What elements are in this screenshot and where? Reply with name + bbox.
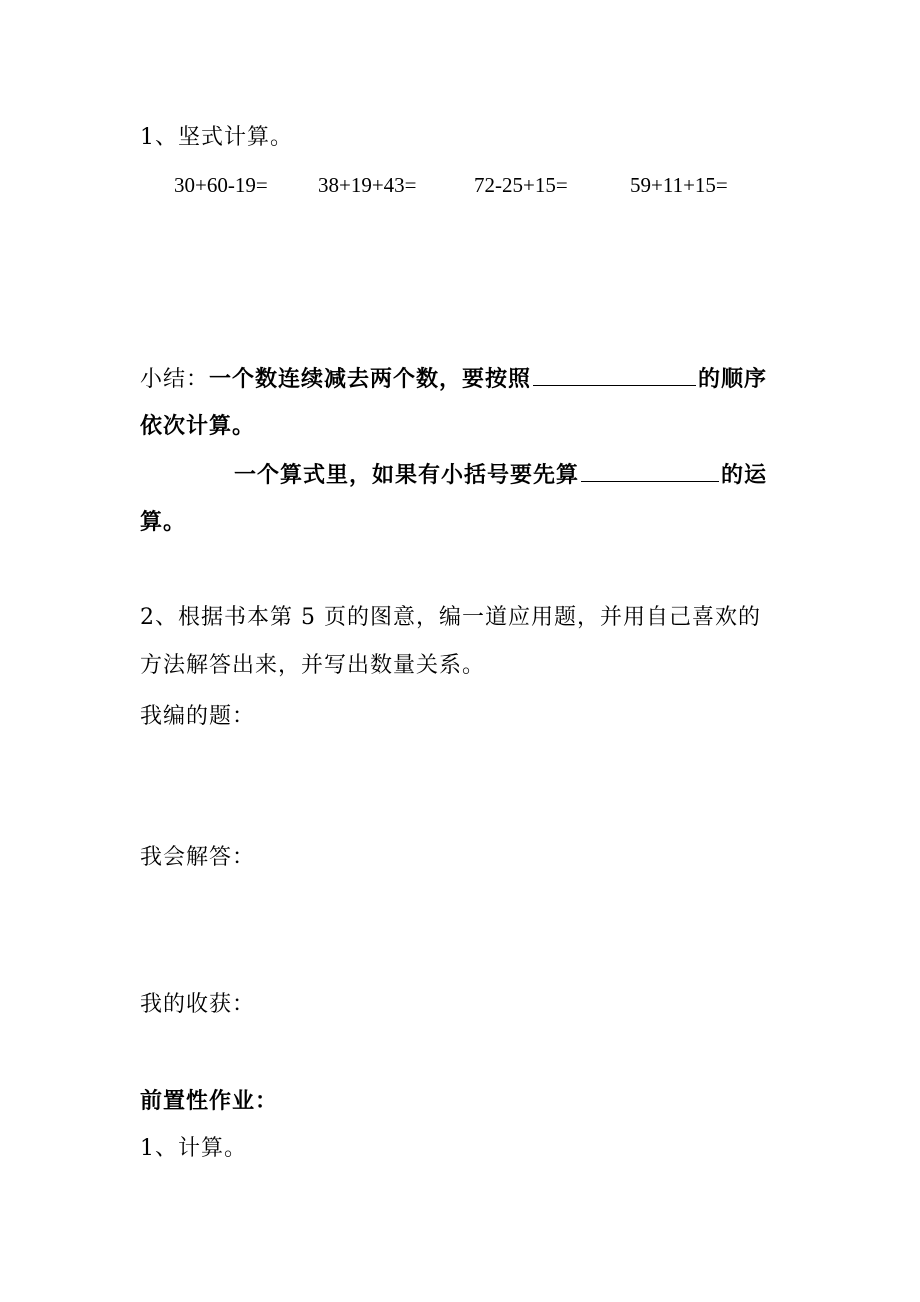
section2-line2: 方法解答出来，并写出数量关系。	[140, 653, 486, 678]
my-gain-label: 我的收获：	[140, 992, 256, 1017]
section2-line1: 2、根据书本第 5 页的图意，编一道应用题，并用自己喜欢的	[140, 605, 761, 630]
preview-heading: 前置性作业：	[140, 1088, 279, 1114]
my-answer-label: 我会解答：	[140, 845, 256, 870]
section1-title: 1、坚式计算。	[140, 125, 293, 150]
summary-rule1	[140, 363, 767, 395]
summary-rule1-text: 一个数连续减去两个数，要按照	[209, 366, 532, 392]
summary-rule1-continuation: 依次计算。	[140, 413, 256, 439]
summary-rule2	[234, 459, 767, 490]
expression-3: 72-25+15=	[474, 173, 568, 197]
expression-2: 38+19+43=	[318, 173, 417, 197]
expression-1: 30+60-19=	[174, 173, 268, 197]
summary-label: 小结：	[140, 367, 210, 392]
preview-item-1: 1、计算。	[140, 1136, 247, 1161]
summary-rule1-tail: 的顺序	[698, 366, 768, 392]
summary-rule2-continuation: 算。	[140, 509, 187, 535]
fill-blank-1[interactable]	[533, 363, 696, 386]
summary-rule2-tail: 的运	[721, 462, 768, 488]
expression-4: 59+11+15=	[630, 173, 728, 197]
fill-blank-2[interactable]	[581, 459, 719, 482]
summary-rule2-text: 一个算式里，如果有小括号要先算	[234, 462, 580, 488]
my-problem-label: 我编的题：	[140, 704, 256, 729]
